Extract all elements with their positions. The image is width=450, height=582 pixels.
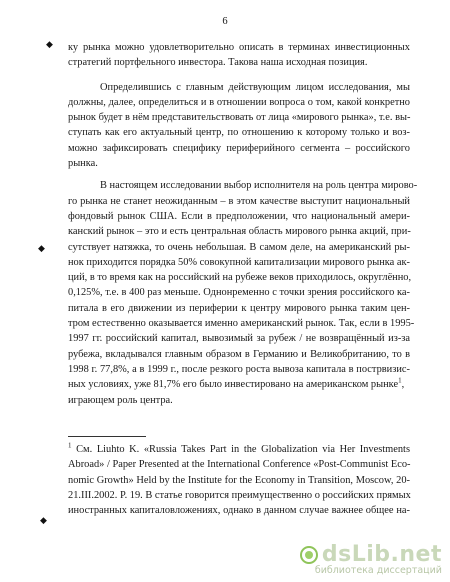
text-line: рубежа, вкладывался главным образом в Германию и Великобританию, то в xyxy=(68,348,410,360)
page-number: 6 xyxy=(222,16,228,27)
text-line: 0,125%, т.е. в 400 раз меньше. Однонременно с точки зрения российского ка- xyxy=(68,287,410,299)
text-line: ступать как его актуальный центр, по отношению к которому только и воз- xyxy=(68,127,410,139)
text-line: питала в его движении из периферии к центру мирового рынка таким цен- xyxy=(68,302,410,314)
text-line-content: ных условиях, уже 81,7% его было инвестировано на американском рынке xyxy=(68,379,399,391)
footnote-line: Abroad» / Paper Presented at the International Conference «Post-Communist Eco- xyxy=(68,459,411,471)
footnote-line: nomic Growth» Held by the Institute for the Economy in Transition, Moscow, 20- xyxy=(68,474,410,486)
text-line: В настоящем исследовании выбор исполнителя на роль центра мирово- xyxy=(100,180,418,192)
text-line: должны, далее, определиться и в отношении вопроса о том, какой конкретно xyxy=(68,96,410,108)
text-line: ных условиях, уже 81,7% его было инвестировано на американском рынке$^1$, xyxy=(68,376,405,391)
watermark-logo xyxy=(300,542,442,567)
text-line: ку рынка можно удовлетворительно описать в терминах инвестиционных xyxy=(68,42,410,53)
text-line: тром естественно оказывается именно американский рынок. Так, если в 1995- xyxy=(68,318,415,330)
text-line: можно зафиксировать специфику периферийного сегмента – российского xyxy=(68,142,410,154)
text-line: играющем роль центра. xyxy=(68,394,173,406)
text-line: 1997 гг. российский капитал, вывозимый за рубеж / не возвращённый из-за xyxy=(68,333,410,345)
text-line: канский рынок – это и есть центральная область мирового рынка акций, при- xyxy=(68,226,411,238)
text-line: нок приходится порядка 50% совокупной капитализации мирового рынка ак- xyxy=(68,256,410,268)
footnote-line: 21.III.2002. P. 19. В статье говорится преимущественно о российских прямых xyxy=(68,489,411,501)
text-line: стратегий портфельного инвестора. Такова наша исходная позиция. xyxy=(68,57,368,69)
text-line: сутствует натяжка, то очень небольшая. В самом деле, на американский ры- xyxy=(68,241,410,253)
watermark xyxy=(300,542,442,576)
text-line: фондовый рынок США. Если в предположении, что национальный амери- xyxy=(68,210,410,222)
footnote-divider xyxy=(68,436,146,437)
footnote-ref[interactable]: 1 xyxy=(398,376,402,385)
footnote-line xyxy=(68,442,410,457)
footnote-line: иностранных капиталовложениях, однако в данном случае важнее общее на- xyxy=(68,505,410,517)
watermark-subtitle: библиотека диссертаций xyxy=(314,565,442,576)
diamond-bullet-icon: ◆ xyxy=(46,40,53,50)
paragraph-1 xyxy=(68,40,410,71)
footnote-marker: 1 xyxy=(68,441,72,450)
text-line: Определившись с главным действующим лицом исследования, мы xyxy=(100,81,410,93)
diamond-bullet-icon: ◆ xyxy=(40,516,47,526)
paragraph-2 xyxy=(68,80,410,172)
footnote xyxy=(68,442,410,518)
text-line: 1998 г. 77,8%, а в 1999 г., после резкого роста вывоза капитала в пострвизис- xyxy=(68,363,410,375)
text-line: го рынка не станет неожиданным – в этом качестве выступит национальный xyxy=(68,195,410,207)
dslib-logo-icon xyxy=(300,546,318,564)
text-line: ций, в то время как на российский на рубеже веков приходилось, округлённо, xyxy=(68,272,412,284)
watermark-title: dsLib.net xyxy=(321,542,442,567)
body-text xyxy=(68,40,418,408)
text-line: рынок будет в нём представительствовать от лица «мирового рынка», т.е. вы- xyxy=(68,112,411,124)
paragraph-3 xyxy=(68,178,418,407)
diamond-bullet-icon: ◆ xyxy=(38,244,45,254)
footnote-text: См. Liuhto K. «Russia Takes Part in the Globalization via Her Investments xyxy=(76,444,410,455)
text-line: рынка. xyxy=(68,158,98,170)
